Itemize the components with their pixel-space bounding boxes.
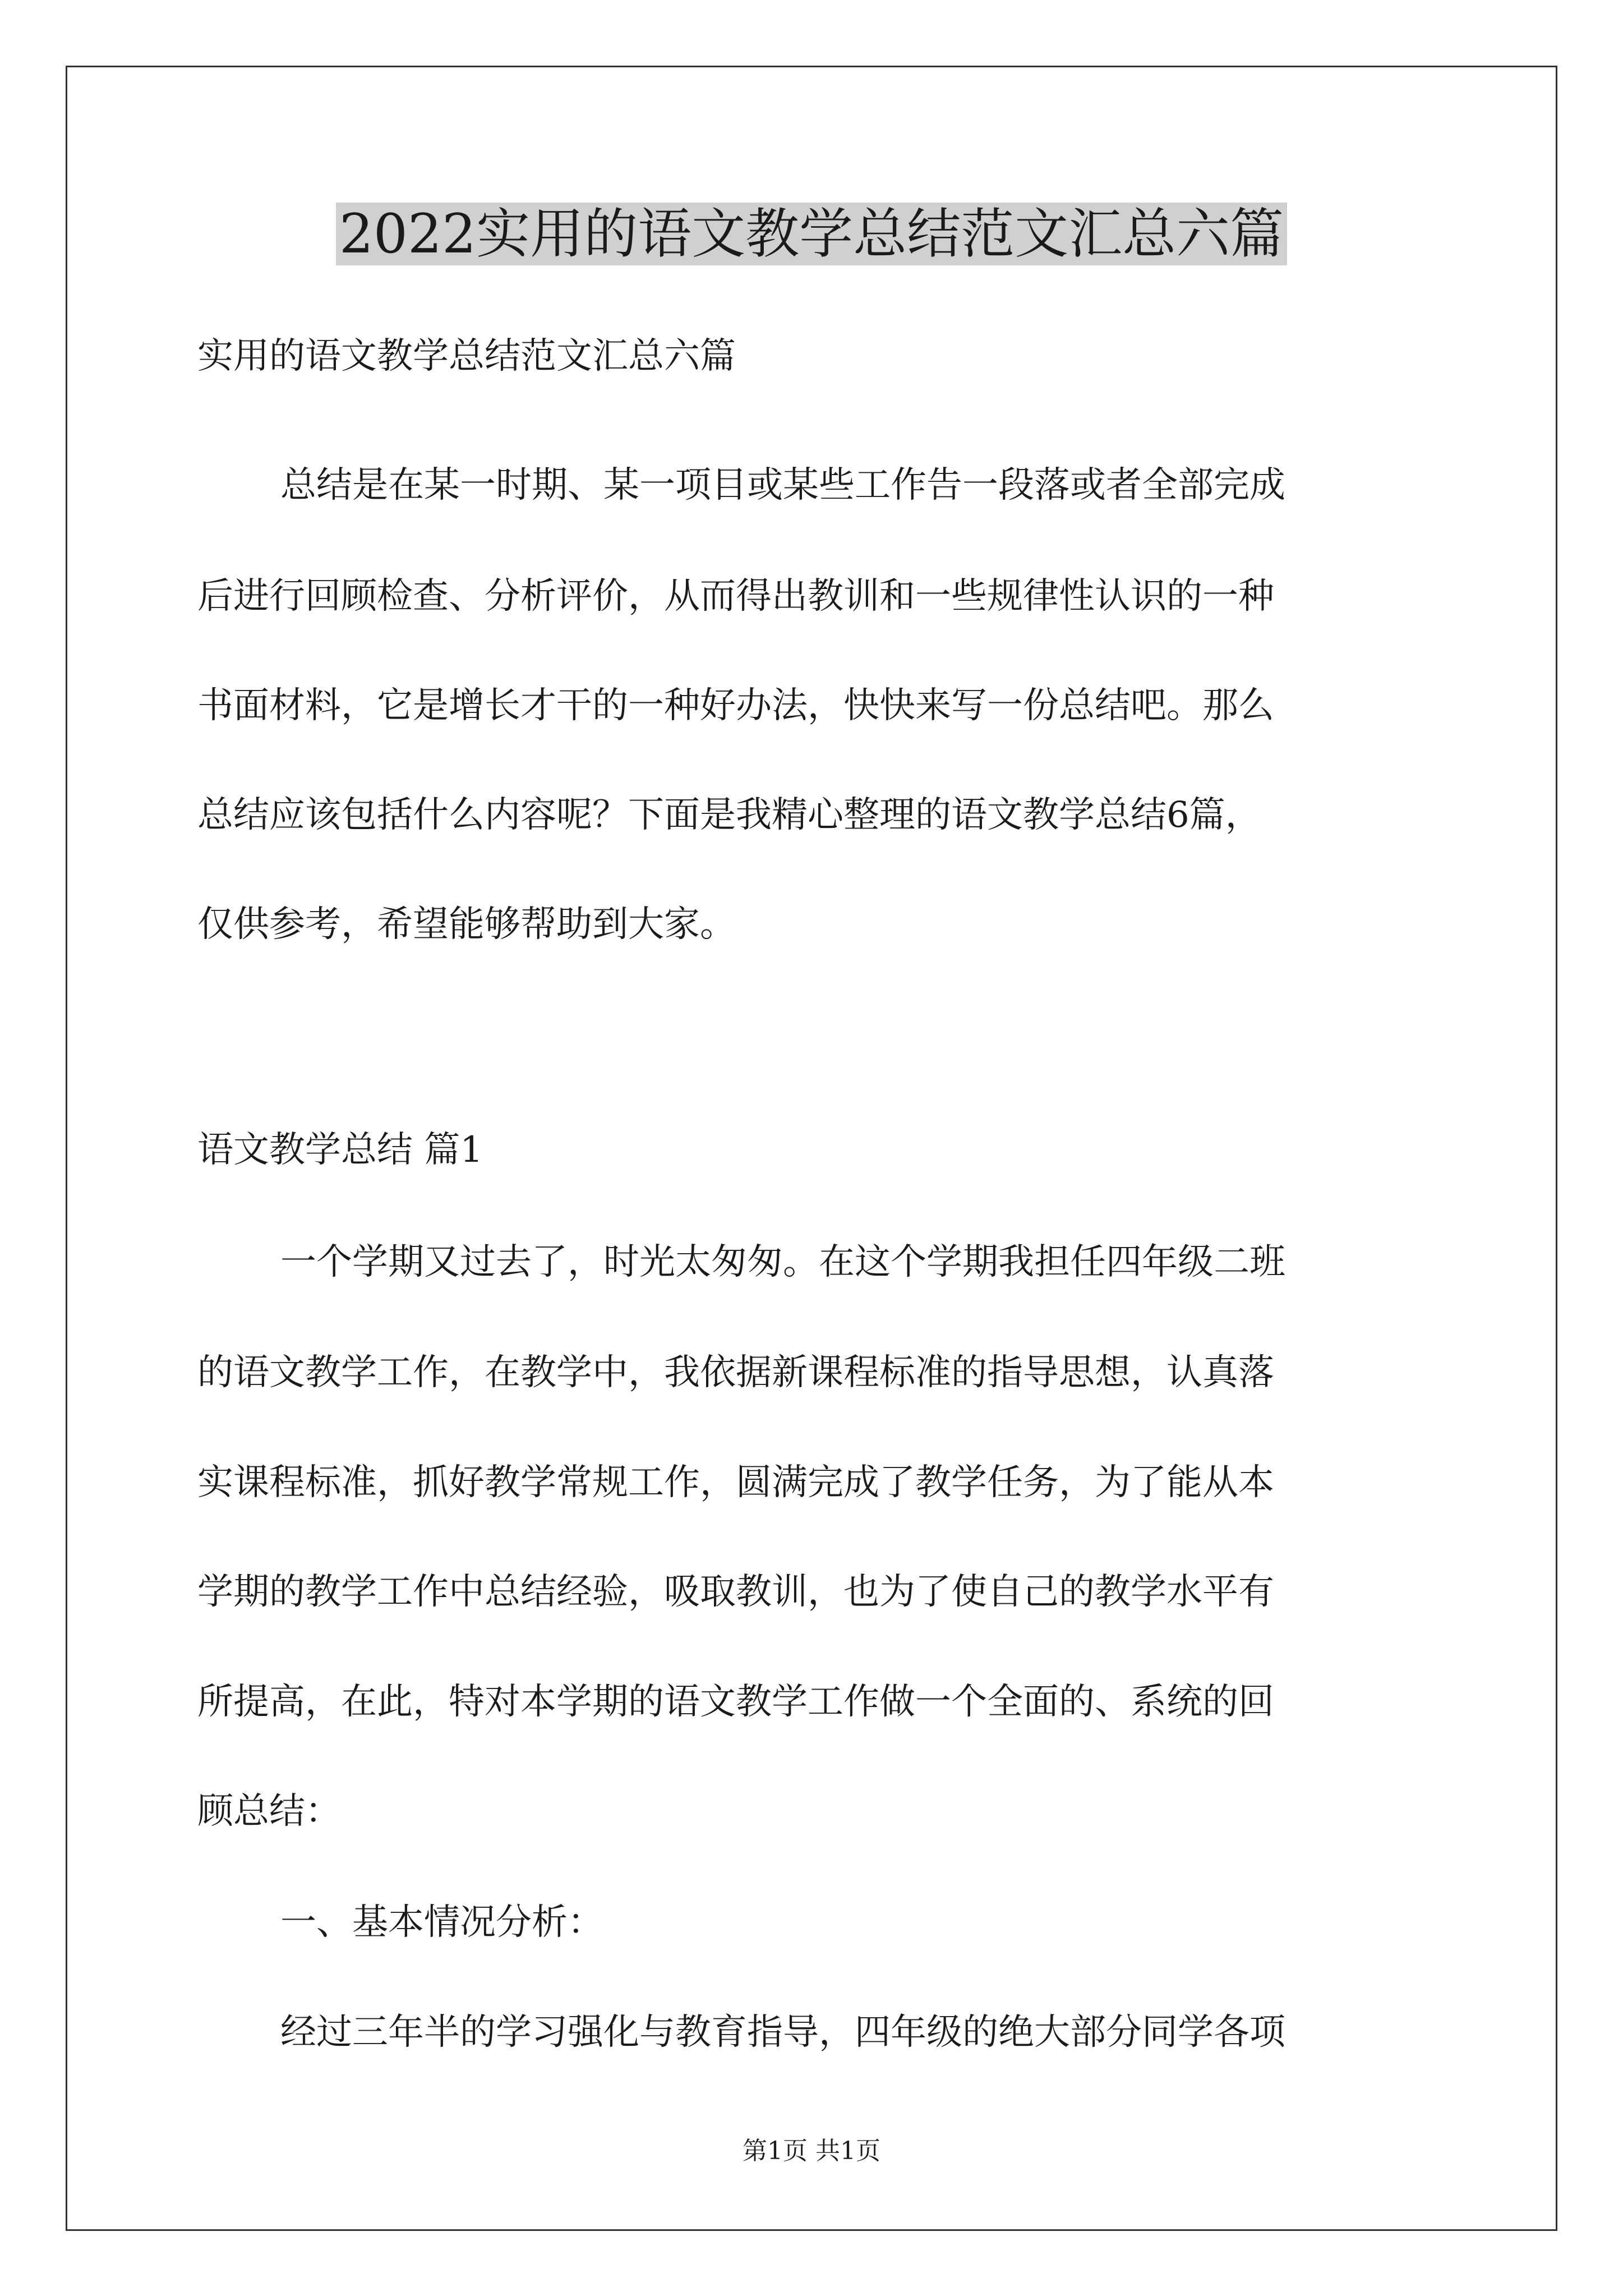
document-subtitle: 实用的语文教学总结范文汇总六篇 [197,335,736,377]
intro-line: 后进行回顾检查、分析评价，从而得出教训和一些规律性认识的一种 [197,576,1274,617]
page-footer: 第1页 共1页 [743,2137,880,2165]
section-heading: 语文教学总结 篇1 [197,1129,483,1171]
section-line: 实课程标准，抓好教学常规工作，圆满完成了教学任务，为了能从本 [197,1462,1274,1503]
subheading: 一、基本情况分析： [280,1902,603,1943]
intro-line: 总结应该包括什么内容呢？下面是我精心整理的语文教学总结6篇， [197,794,1261,836]
section-line: 一个学期又过去了，时光太匆匆。在这个学期我担任四年级二班 [280,1241,1285,1283]
section-line: 所提高，在此，特对本学期的语文教学工作做一个全面的、系统的回 [197,1681,1274,1723]
section-line: 学期的教学工作中总结经验，吸取教训，也为了使自己的教学水平有 [197,1571,1274,1613]
intro-line: 仅供参考，希望能够帮助到大家。 [197,904,736,945]
section-line: 的语文教学工作，在教学中，我依据新课程标准的指导思想，认真落 [197,1352,1274,1393]
document-title: 2022实用的语文教学总结范文汇总六篇 [0,197,1623,270]
body-line: 经过三年半的学习强化与教育指导，四年级的绝大部分同学各项 [280,2012,1285,2053]
intro-line: 书面材料，它是增长才干的一种好办法，快快来写一份总结吧。那么 [197,685,1274,726]
intro-line: 总结是在某一时期、某一项目或某些工作告一段落或者全部完成 [280,464,1285,506]
section-line: 顾总结： [197,1791,341,1832]
